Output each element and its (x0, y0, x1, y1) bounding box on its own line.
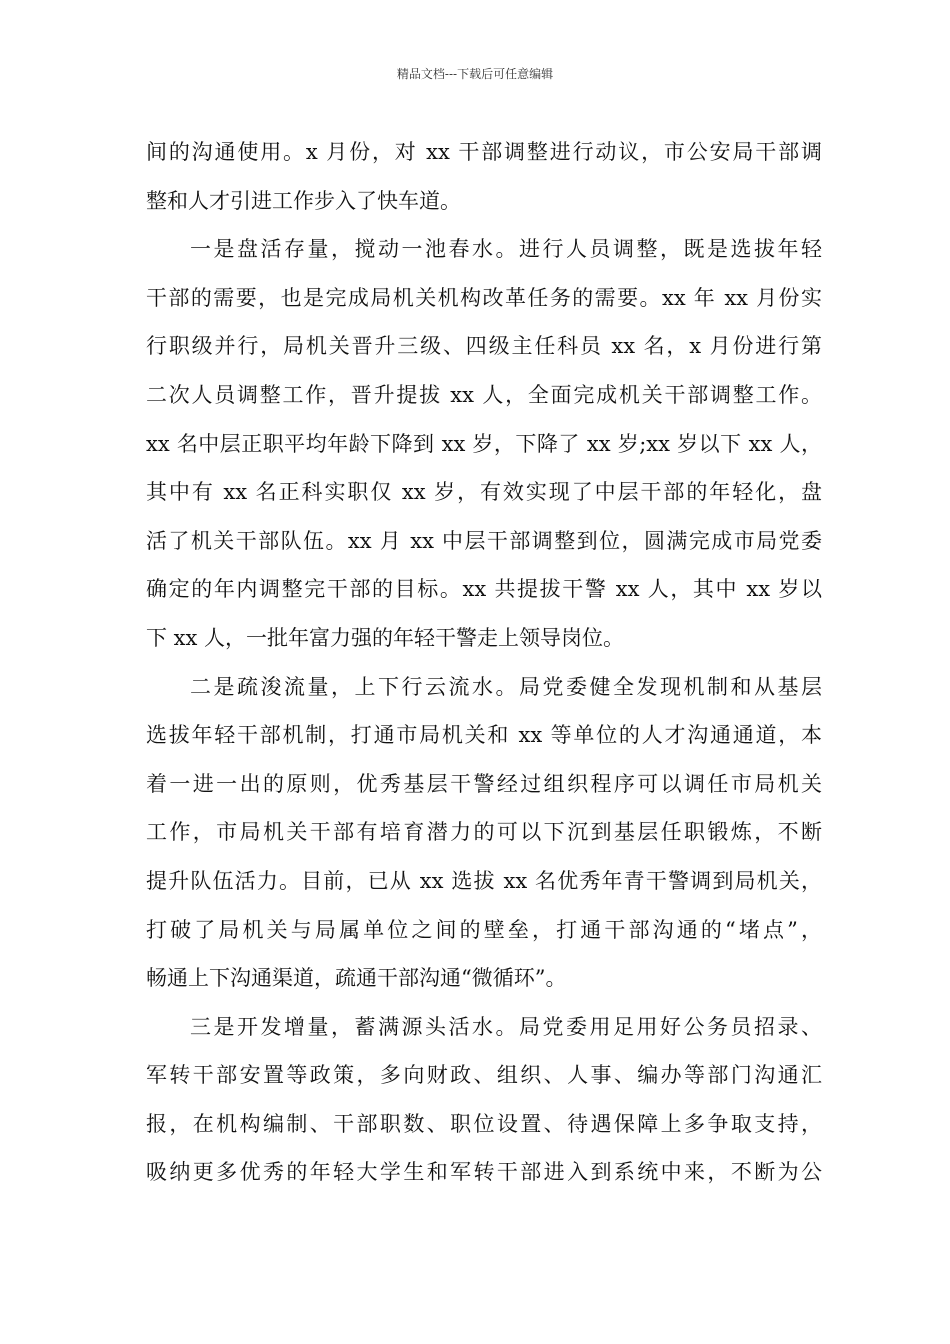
text-line: 选拔年轻干部机制，打通市局机关和 xx 等单位的人才沟通通道，本 (146, 723, 822, 748)
text-line: 吸纳更多优秀的年轻大学生和军转干部进入到系统中来，不断为公 (146, 1160, 822, 1185)
text-line: 整和人才引进工作步入了快车道。 (146, 188, 461, 213)
text-line: 工作，市局机关干部有培育潜力的可以下沉到基层任职锻炼，不断 (146, 820, 822, 845)
text-line: 二次人员调整工作，晋升提拔 xx 人，全面完成机关干部调整工作。 (146, 382, 822, 407)
text-line: 活了机关干部队伍。xx 月 xx 中层干部调整到位，圆满完成市局党委 (146, 528, 822, 553)
page-header: 精品文档---下载后可任意编辑 (396, 67, 554, 81)
text-line: 提升队伍活力。目前，已从 xx 选拔 xx 名优秀年青干警调到局机关， (146, 868, 822, 893)
paragraph-start-line: 一是盘活存量，搅动一池春水。进行人员调整，既是选拔年轻 (190, 237, 822, 262)
text-line: 着一进一出的原则，优秀基层干警经过组织程序可以调任市局机关 (146, 771, 822, 796)
text-line: 畅通上下沟通渠道，疏通干部沟通“微循环”。 (146, 966, 567, 991)
text-line: 行职级并行，局机关晋升三级、四级主任科员 xx 名，x 月份进行第 (146, 334, 822, 359)
text-line: 间的沟通使用。x 月份，对 xx 干部调整进行动议，市公安局干部调 (146, 140, 822, 164)
text-line: 干部的需要，也是完成局机关机构改革任务的需要。xx 年 xx 月份实 (146, 285, 822, 310)
text-line: xx 名中层正职平均年龄下降到 xx 岁，下降了 xx 岁;xx 岁以下 xx 人， (146, 431, 822, 456)
paragraph-start-line: 三是开发增量，蓄满源头活水。局党委用足用好公务员招录、 (190, 1014, 822, 1039)
text-line: 下 xx 人，一批年富力强的年轻干警走上领导岗位。 (146, 625, 625, 650)
text-line: 其中有 xx 名正科实职仅 xx 岁，有效实现了中层干部的年轻化，盘 (146, 480, 822, 505)
text-line: 军转干部安置等政策，多向财政、组织、人事、编办等部门沟通汇 (146, 1063, 822, 1088)
paragraph-start-line: 二是疏浚流量，上下行云流水。局党委健全发现机制和从基层 (190, 674, 822, 699)
document-body (146, 132, 822, 1201)
text-line: 确定的年内调整完干部的目标。xx 共提拔干警 xx 人，其中 xx 岁以 (146, 577, 822, 602)
text-line: 打破了局机关与局属单位之间的壁垒，打通干部沟通的“堵点”， (146, 917, 822, 942)
text-line: 报，在机构编制、干部职数、职位设置、待遇保障上多争取支持， (146, 1111, 822, 1136)
